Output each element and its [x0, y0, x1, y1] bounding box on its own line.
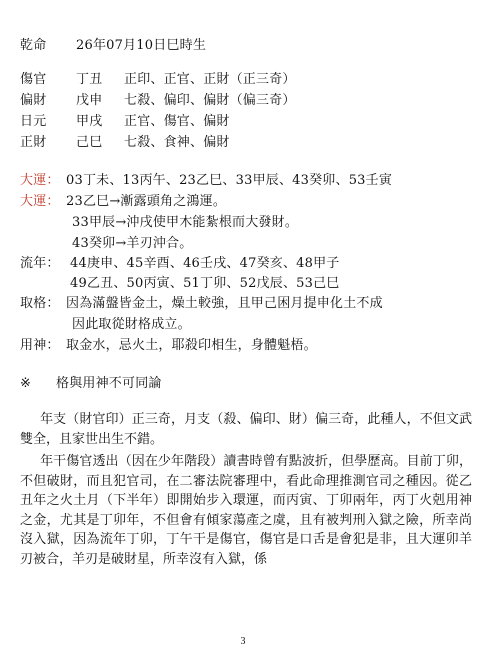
pillar-details: 七殺、食神、偏財 — [124, 135, 230, 150]
pillar-position: 偏財 — [20, 93, 47, 108]
paragraph-text: 年干傷官透出（因在少年階段）讀書時曾有點波折，但學歷高。目前丁卯，不但破財，而且犯官司，在二審法院審理中，看此命理推測官司之種因。從乙丑年之火土月（下半年）即開始步入環運，而丙寅、丁卯兩年，丙丁火剋用神之金，尤其是丁卯年，不但會有傾家蕩產之虞，且有被判刑入獄之險，所幸尚沒入獄，因為流年丁卯，丁午干是傷官，傷官是口舌是會犯是非，且大運卯羊刃被合，羊刃是破財星，所幸沒有入獄，係 — [20, 454, 472, 567]
pillar-position: 日元 — [20, 114, 47, 129]
header-birth: 26年07月10日巳時生 — [76, 38, 207, 53]
pillar-ganzhi: 甲戌 — [76, 114, 103, 129]
liunian-text: 49乙丑、50丙寅、51丁卯、52戊辰、53己巳 — [70, 276, 340, 291]
paragraph-text: 年支（財官印）正三奇，月支（殺、偏印、財）偏三奇，此種人，不但文武雙全，且家世出生不錯。 — [20, 412, 472, 447]
dayun-label: 大運： — [20, 173, 60, 188]
page-number: 3 — [240, 636, 246, 647]
pillar-ganzhi: 戊申 — [76, 93, 103, 108]
pillar-ganzhi: 丁丑 — [76, 72, 103, 87]
pillar-details: 正印、正官、正財（正三奇） — [124, 72, 296, 87]
dayun-note: 23乙巳→漸露頭角之鴻運。 — [66, 194, 227, 209]
quge-text: 因此取從財格成立。 — [72, 317, 191, 332]
liunian-label: 流年： — [20, 256, 60, 271]
liunian-text: 44庚申、45辛酉、46壬戌、47癸亥、48甲子 — [70, 256, 340, 271]
pillar-details: 正官、傷官、偏財 — [124, 114, 230, 129]
header-label: 乾命 — [20, 38, 47, 53]
quge-text: 因為滿盤皆金土，燥土較強，且甲己困月提申化土不成 — [66, 296, 383, 311]
yongshen-label: 用神： — [20, 338, 60, 353]
pillar-position: 正財 — [20, 135, 47, 150]
quge-label: 取格： — [20, 296, 60, 311]
yongshen-text: 取金水，忌火土，耶殺印相生，身體魁梧。 — [66, 338, 317, 353]
pillar-position: 傷官 — [20, 72, 47, 87]
section-mark: ※ — [20, 376, 32, 391]
pillar-ganzhi: 己巳 — [76, 135, 103, 150]
pillar-details: 七殺、偏印、偏財（偏三奇） — [124, 93, 296, 108]
dayun-list: 03丁未、13丙午、23乙巳、33甲辰、43癸卯、53壬寅 — [66, 173, 393, 188]
body-paragraph — [20, 452, 472, 570]
section-title: 格與用神不可同論 — [56, 376, 162, 391]
dayun-note: 43癸卯→羊刃沖合。 — [72, 236, 193, 251]
dayun-note: 33甲辰→沖戌使甲木能紮根而大發財。 — [72, 215, 299, 230]
body-paragraph — [20, 410, 472, 449]
dayun-label-2: 大運： — [20, 194, 60, 209]
